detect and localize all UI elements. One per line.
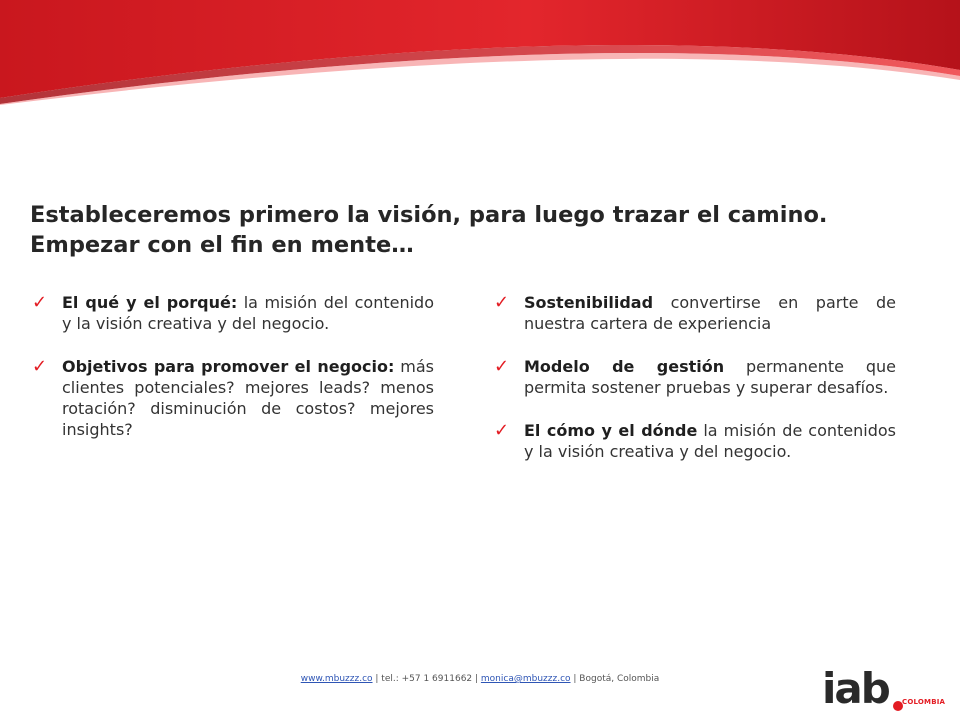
- list-item-heading: Objetivos para promover el negocio:: [62, 357, 395, 376]
- footer-separator: |: [472, 674, 481, 684]
- list-item-body: más clientes potenciales? mejores leads? menos rotación? disminución de costos? mejores insights?: [62, 357, 435, 439]
- list-item: [494, 356, 896, 398]
- slide-title: [30, 200, 930, 260]
- list-item-heading: El cómo y el dónde: [524, 421, 698, 440]
- title-line-1: Estableceremos primero la visión, para luego trazar el camino.: [30, 202, 828, 228]
- list-item: [32, 356, 434, 440]
- checkmark-icon: ✓: [494, 420, 510, 441]
- footer-phone: tel.: +57 1 6911662: [381, 674, 473, 684]
- iab-logo: [822, 664, 946, 713]
- list-item-text: [62, 292, 434, 334]
- header-banner: [0, 0, 960, 105]
- list-item-body: la misión de contenidos y la visión creativa y del negocio.: [524, 421, 896, 461]
- logo-text: iab: [822, 664, 889, 713]
- checkmark-icon: ✓: [494, 356, 510, 377]
- logo-country: COLOMBIA: [902, 698, 946, 706]
- list-item-body: convertirse en parte de nuestra cartera de experiencia: [524, 293, 896, 333]
- footer-city: Bogotá, Colombia: [579, 674, 660, 684]
- website-link[interactable]: www.mbuzzz.co: [300, 674, 373, 684]
- footer-separator: |: [570, 674, 580, 684]
- list-item-heading: El qué y el porqué:: [62, 293, 238, 312]
- title-line-2: Empezar con el fin en mente…: [30, 232, 414, 258]
- list-item: [494, 420, 896, 462]
- checkmark-icon: ✓: [494, 292, 510, 313]
- left-column: [32, 292, 434, 440]
- list-item-text: [524, 420, 896, 462]
- list-item: [32, 292, 434, 334]
- list-item-text: [524, 292, 896, 334]
- list-item-text: [524, 356, 896, 398]
- list-item-body: permanente que permita sostener pruebas y superar desafíos.: [524, 357, 896, 397]
- list-item: [494, 292, 896, 334]
- list-item-heading: Sostenibilidad: [524, 293, 654, 312]
- list-item-text: [62, 356, 434, 440]
- footer-separator: |: [372, 674, 382, 684]
- list-item-body: la misión del contenido y la visión creativa y del negocio.: [62, 293, 434, 333]
- checkmark-icon: ✓: [32, 292, 48, 313]
- list-item-heading: Modelo de gestión: [524, 357, 725, 376]
- right-column: [494, 292, 896, 462]
- email-link[interactable]: monica@mbuzzz.co: [480, 674, 571, 684]
- footer-contact: [0, 674, 960, 684]
- checkmark-icon: ✓: [32, 356, 48, 377]
